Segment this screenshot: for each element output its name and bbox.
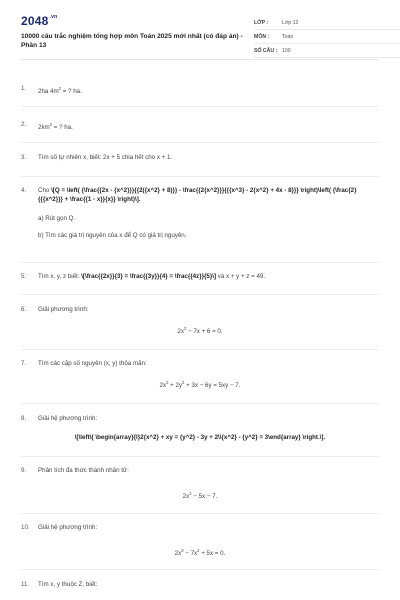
meta-label: LỚP :	[254, 19, 269, 26]
question-text: Tìm các cặp số nguyên (x; y) thỏa mãn:	[38, 360, 147, 367]
question-text: Giải hệ phương trình:	[38, 524, 98, 531]
question-number: 5.	[21, 273, 27, 280]
question-number: 9.	[21, 467, 27, 474]
question-number: 3.	[21, 154, 27, 161]
question-number: 10.	[21, 524, 30, 531]
site-logo-suffix: .vn	[49, 14, 58, 20]
question-number: 6.	[21, 306, 27, 313]
question-subitem-a: a) Rút gọn Q.	[38, 215, 76, 222]
question-formula: \[\left\{ \begin{array}{l}2{x^2} + xy = {y^2} - 3y + 2\\{x^2} - {y^2} = 3\end{array} \right.\].	[74, 434, 326, 441]
meta-row-class	[254, 16, 400, 30]
question-9	[21, 466, 379, 501]
question-number: 8.	[21, 415, 27, 422]
question-formula: $2x^2 - 5x - 7$.	[182, 491, 218, 500]
question-formula: $2x^2 - 7x + 6 = 0$.	[177, 326, 223, 335]
question-11	[21, 580, 379, 589]
question-text: $2km^2$ = ? ha.	[38, 122, 73, 131]
divider	[21, 569, 379, 570]
question-5	[21, 272, 379, 281]
meta-label: SỐ CÂU :	[254, 47, 278, 54]
question-7	[21, 359, 379, 390]
question-subitem-b: b) Tìm các giá trị nguyên của x để Q có giá trị nguyên.	[38, 232, 187, 239]
question-text: Phân tích đa thức thành nhân tử:	[38, 467, 129, 474]
question-text: Giải hệ phương trình:	[38, 415, 98, 422]
divider	[21, 513, 379, 514]
question-4	[21, 186, 379, 240]
question-number: 11.	[21, 581, 30, 588]
meta-value: Toán	[282, 33, 294, 40]
divider	[21, 294, 379, 295]
document-title: 10000 câu trắc nghiệm tổng hợp môn Toán 2025 mới nhất (có đáp án) - Phần 13	[21, 33, 243, 49]
header	[21, 0, 379, 60]
question-number: 1.	[21, 85, 27, 92]
meta-value: 100	[282, 47, 291, 54]
question-8	[21, 414, 379, 442]
question-text: Tìm x, y, z biết: \[\frac{{2x}}{3} = \frac{{3y}}{4} = \frac{{4z}}{5}\] và x + y + z = 49.	[38, 273, 266, 280]
divider	[21, 142, 379, 143]
question-formula: $2x^2 + 2y^2 + 3x - 6y = 5xy - 7$.	[159, 380, 241, 389]
divider	[21, 349, 379, 350]
question-2	[21, 120, 379, 132]
question-6	[21, 305, 379, 336]
question-text: Tìm số tự nhiên x, biết: 2x + 5 chia hết cho x + 1.	[38, 154, 173, 161]
divider	[21, 106, 379, 107]
divider	[21, 262, 379, 263]
divider	[21, 403, 379, 404]
question-1	[21, 84, 379, 96]
meta-value: Lớp 12	[282, 19, 299, 26]
meta-label: MÔN :	[254, 33, 270, 40]
meta-row-subject	[254, 30, 400, 44]
question-formula: $2x^3 - 7x^2 + 5x = 0$.	[174, 548, 226, 557]
question-text: Giải phương trình:	[38, 306, 89, 313]
question-10	[21, 523, 379, 558]
site-logo-text: 2048	[21, 14, 49, 28]
divider	[21, 176, 379, 177]
question-number: 2.	[21, 121, 27, 128]
document-meta	[254, 16, 400, 58]
question-text: Tìm x, y thuộc Z, biết:	[38, 581, 98, 588]
site-logo[interactable]	[21, 14, 57, 28]
meta-row-count	[254, 44, 400, 58]
divider	[21, 456, 379, 457]
question-number: 7.	[21, 360, 27, 367]
question-text: Cho \[Q = \left( {\frac{{2x - {x^2}}}{{2({x^2} + 8)}} - \frac{{2{x^2}}}{{{x^3} - 2{x^2} + 4x - 8}}} \right)\left( {\frac{2}{{{x^2}}} + \frac{{1 - x}}{x}} \right)\].	[38, 187, 357, 203]
question-number: 4.	[21, 187, 27, 194]
question-3	[21, 153, 379, 162]
question-text: 2ha $4m^2$ = ? ha.	[38, 86, 82, 95]
